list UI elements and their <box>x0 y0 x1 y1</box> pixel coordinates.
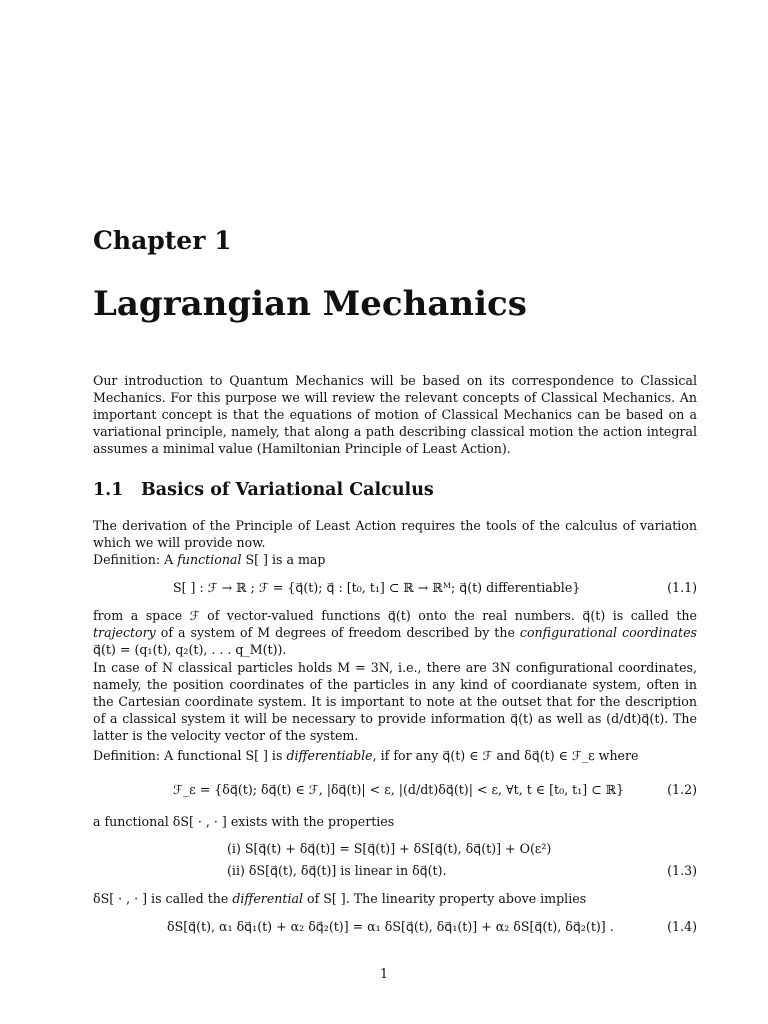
equation-1-3-line-1 <box>93 840 697 857</box>
equation-body: (i) S[q⃗(t) + δq⃗(t)] = S[q⃗(t)] + δS[q⃗(t), δq⃗(t)] + O(ε²) <box>227 841 552 856</box>
paragraph-differential: δS[ · , · ] is called the differential of S[ ]. The linearity property above implies <box>93 891 587 906</box>
equation-1-3-line-2 <box>93 862 697 879</box>
equation-1-4 <box>93 918 697 935</box>
equation-body: ℱ_ε = {δq⃗(t); δq⃗(t) ∈ ℱ, |δq⃗(t)| < ε, |(d/dt)δq⃗(t)| < ε, ∀t, t ∈ [t₀, t₁] ⊂ ℝ} <box>173 782 625 797</box>
paragraph-particles: In case of N classical particles holds M = 3N, i.e., there are 3N configurational coordinates, namely, the position coordinates of the particles in any kind of coordianate system, often in the Cartesian coordinate system. It is important to note at the outset that for the description of a classical system it will be necessary to provide information q⃗(t) as well as (d/dt)q⃗(t). The latter is the velocity vector of the system. <box>93 660 697 743</box>
paragraph-properties: a functional δS[ · , · ] exists with the properties <box>93 814 395 829</box>
paragraph-trajectory: from a space ℱ of vector-valued functions q⃗(t) onto the real numbers. q⃗(t) is called the trajectory of a system of M degrees of freedom described by the configurational coordinates q⃗(t) = (q₁(t), q₂(t), . . . q_M(t)). <box>93 608 698 657</box>
equation-number: (1.4) <box>667 919 697 934</box>
equation-1-2 <box>93 781 697 798</box>
section-number: 1.1 <box>93 480 124 500</box>
equation-number: (1.1) <box>667 580 697 595</box>
equation-body: S[ ] : ℱ → ℝ ; ℱ = {q⃗(t); q⃗ : [t₀, t₁] ⊂ ℝ → ℝᴹ; q⃗(t) differentiable} <box>173 580 581 595</box>
section-title: Basics of Variational Calculus <box>141 480 434 500</box>
definition-differentiable: Definition: A functional S[ ] is differentiable, if for any q⃗(t) ∈ ℱ and δq⃗(t) ∈ ℱ_ε where <box>93 748 639 763</box>
intro-paragraph: Our introduction to Quantum Mechanics will be based on its correspondence to Classical Mechanics. For this purpose we will review the relevant concepts of Classical Mechanics. An important concept is that the equations of motion of Classical Mechanics can be based on a variational principle, namely, that along a path describing classical motion the action integral assumes a minimal value (Hamiltonian Principle of Least Action). <box>93 373 697 456</box>
equation-number: (1.2) <box>667 782 697 797</box>
term-differential: differential <box>232 891 304 906</box>
term-configurational-coordinates: configurational coordinates <box>519 625 698 640</box>
chapter-label: Chapter 1 <box>93 226 232 255</box>
definition-functional: Definition: A functional S[ ] is a map <box>93 552 326 567</box>
term-functional: functional <box>177 552 242 567</box>
page-number: 1 <box>379 966 388 981</box>
term-differentiable: differentiable <box>286 748 373 763</box>
equation-body: (ii) δS[q⃗(t), δq⃗(t)] is linear in δq⃗(t). <box>227 863 447 878</box>
chapter-title: Lagrangian Mechanics <box>93 284 527 324</box>
term-trajectory: trajectory <box>93 625 156 640</box>
section-heading <box>93 480 697 500</box>
equation-body: δS[q⃗(t), α₁ δq⃗₁(t) + α₂ δq⃗₂(t)] = α₁ δS[q⃗(t), δq⃗₁(t)] + α₂ δS[q⃗(t), δq⃗₂(t)] . <box>167 919 614 934</box>
equation-number: (1.3) <box>667 863 697 878</box>
equation-1-1 <box>93 579 697 596</box>
paragraph-calculus-intro: The derivation of the Principle of Least Action requires the tools of the calculus of variation which we will provide now. <box>93 518 697 550</box>
